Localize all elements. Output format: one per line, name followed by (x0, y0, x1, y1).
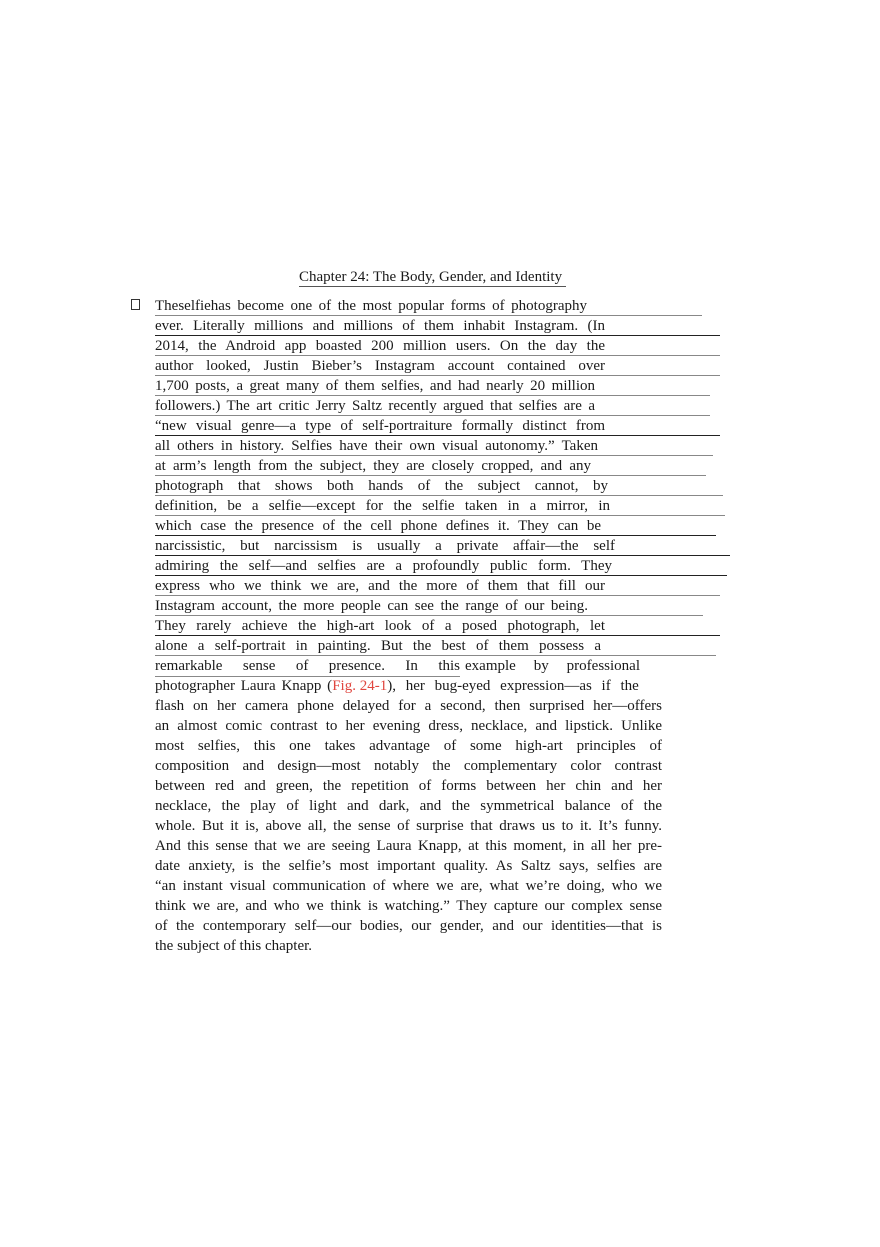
paragraph-line: of the contemporary self—our bodies, our gender, and our identities—that is (155, 918, 662, 934)
paragraph-final-line: the subject of this chapter. (155, 938, 313, 954)
paragraph-line: an almost comic contrast to her evening dress, necklace, and lipstick. Unlike (155, 718, 662, 734)
paragraph-line: “an instant visual communication of where we are, what we’re doing, who we (155, 878, 662, 894)
paragraph-line: Instagram account, the more people can see the range of our being. (155, 598, 588, 614)
paragraph-line: which case the presence of the cell phone defines it. They can be (155, 518, 601, 534)
paragraph-line: at arm’s length from the subject, they are closely cropped, and any (155, 458, 591, 474)
paragraph-line: followers.) The art critic Jerry Saltz recently argued that selfies are a (155, 398, 595, 414)
paragraph-line: think we are, and who we think is watching.” They capture our complex sense (155, 898, 662, 914)
paragraph-line: “new visual genre—a type of self-portraiture formally distinct from (155, 418, 605, 434)
paragraph-line: Theselfiehas become one of the most popular forms of photography (155, 298, 587, 314)
paragraph-line: admiring the self—and selfies are a profoundly public form. They (155, 558, 612, 574)
paragraph-line: necklace, the play of light and dark, and the symmetrical balance of the (155, 798, 662, 814)
paragraph-line: flash on her camera phone delayed for a second, then surprised her—offers (155, 698, 662, 714)
paragraph-line: ever. Literally millions and millions of them inhabit Instagram. (In (155, 318, 605, 334)
body-paragraph (155, 296, 662, 956)
paragraph-line: author looked, Justin Bieber’s Instagram account contained over (155, 358, 605, 374)
paragraph-line: most selfies, this one takes advantage of some high-art principles of (155, 738, 662, 754)
paragraph-line: alone a self-portrait in painting. But the best of them possess a (155, 638, 601, 654)
paragraph-line: composition and design—most notably the complementary color contrast (155, 758, 662, 774)
paragraph-line: whole. But it is, above all, the sense of surprise that draws us to it. It’s funny. (155, 818, 662, 834)
figure-reference-link[interactable]: Fig. 24-1 (332, 678, 388, 694)
paragraph-marker-icon (131, 299, 140, 310)
paragraph-line: definition, be a selfie—except for the selfie taken in a mirror, in (155, 498, 610, 514)
paragraph-line: all others in history. Selfies have their own visual autonomy.” Taken (155, 438, 598, 454)
paragraph-line: photograph that shows both hands of the subject cannot, by (155, 478, 608, 494)
paragraph-line-figure (155, 676, 662, 696)
presence-line-start: remarkable sense of presence. In this (155, 656, 460, 677)
paragraph-line: express who we think we are, and the more of them that fill our (155, 578, 605, 594)
paragraph-line: And this sense that we are seeing Laura Knapp, at this moment, in all her pre- (155, 838, 662, 854)
figure-line-end: ), her bug-eyed expression—as if the (387, 678, 639, 694)
paragraph-line-presence (155, 656, 640, 676)
paragraph-line: narcissistic, but narcissism is usually a private affair—the self (155, 538, 615, 554)
paragraph-line: date anxiety, is the selfie’s most important quality. As Saltz says, selfies are (155, 858, 662, 874)
chapter-heading: Chapter 24: The Body, Gender, and Identity (299, 268, 566, 287)
paragraph-line: They rarely achieve the high-art look of a posed photograph, let (155, 618, 605, 634)
presence-line-end: example by professional (465, 658, 640, 674)
paragraph-line: 1,700 posts, a great many of them selfies, and had nearly 20 million (155, 378, 595, 394)
figure-line-start: photographer Laura Knapp ( (155, 678, 333, 694)
paragraph-line: 2014, the Android app boasted 200 million users. On the day the (155, 338, 605, 354)
paragraph-line: between red and green, the repetition of forms between her chin and her (155, 778, 662, 794)
